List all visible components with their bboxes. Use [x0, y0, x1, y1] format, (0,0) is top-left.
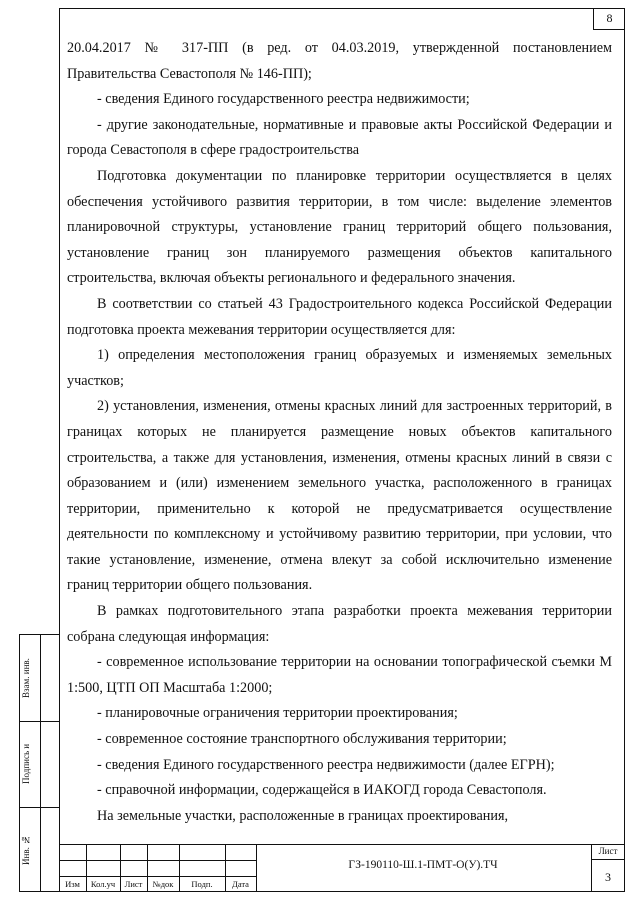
col-podp: Подп. [191, 879, 213, 889]
paragraph: - другие законодательные, нормативные и правовые акты Российской Федерации и города Севастополя в сфере градостроительства [67, 116, 612, 159]
paragraph: В соответствии со статьей 43 Градостроительного кодекса Российской Федерации подготовка проекта межевания территории осуществляется для: [67, 295, 612, 338]
paragraph: В рамках подготовительного этапа разработки проекта межевания территории собрана следующая информация: [67, 603, 612, 645]
paragraph: Подготовка документации по планировке территории осуществляется в целях обеспечения устойчивого развития территории, в том числе: выделение элементов планировочной структуры, установление границ территорий общего пользования, установление границ зон планируемого размещения объектов капитального строительства, включая объекты регионального и федерального значения. [67, 167, 612, 287]
col-data: Дата [232, 879, 249, 889]
document-body [67, 36, 612, 829]
page-number: 8 [593, 8, 625, 30]
paragraph: - планировочные ограничения территории проектирования; [97, 705, 458, 722]
margin-strip [19, 634, 59, 892]
paragraph: - сведения Единого государственного реестра недвижимости (далее ЕГРН); [97, 756, 555, 773]
col-ndok: №док [152, 879, 174, 889]
paragraph: 1) определения местоположения границ образуемых и изменяемых земельных участков; [67, 347, 612, 389]
paragraph: - современное состояние транспортного обслуживания территории; [97, 731, 507, 748]
document-code: ГЗ-190110-Ш.1-ПМТ-О(У).ТЧ [348, 859, 498, 871]
col-koluch: Кол.уч [90, 879, 116, 889]
title-block [59, 844, 625, 892]
paragraph: - современное использование территории на основании топографической съемки М 1:500, ЦТП ОП Масштаба 1:2000; [67, 654, 612, 696]
col-list: Лист [124, 879, 143, 889]
paragraph: - справочной информации, содержащейся в ИАКОГД города Севастополя. [97, 782, 547, 799]
sheet-label: Лист [598, 846, 618, 856]
paragraph: 2) установления, изменения, отмены красных линий для застроенных территорий, в границах которых не планируется размещение новых объектов капитального строительства, а также для установления, изменения, отмены красных линий в связи с образованием и (или) изменением земельного участка, расположенного в границах территории, применительно к которой не предусматривается осуществление деятельности по комплексному и устойчивому развитию территории, при условии, что такие установление, изменение, отмена влекут за собой исключительно изменение границ территории общего пользования. [67, 398, 612, 594]
sheet-number: 3 [605, 870, 611, 884]
inv-no-label: Инв. № [21, 834, 31, 866]
paragraph: - сведения Единого государственного реестра недвижимости; [97, 91, 470, 108]
podpis-label: Подпись и [21, 743, 31, 785]
paragraph: На земельные участки, расположенные в границах проектирования, [97, 807, 509, 824]
col-izm: Изм [65, 879, 80, 889]
paragraph: 20.04.2017 № 317-ПП (в ред. от 04.03.2019, утвержденной постановлением Правительства Севастополя № 146-ПП); [67, 40, 612, 82]
vzam-inv-label: Взам. инв. [21, 658, 31, 698]
